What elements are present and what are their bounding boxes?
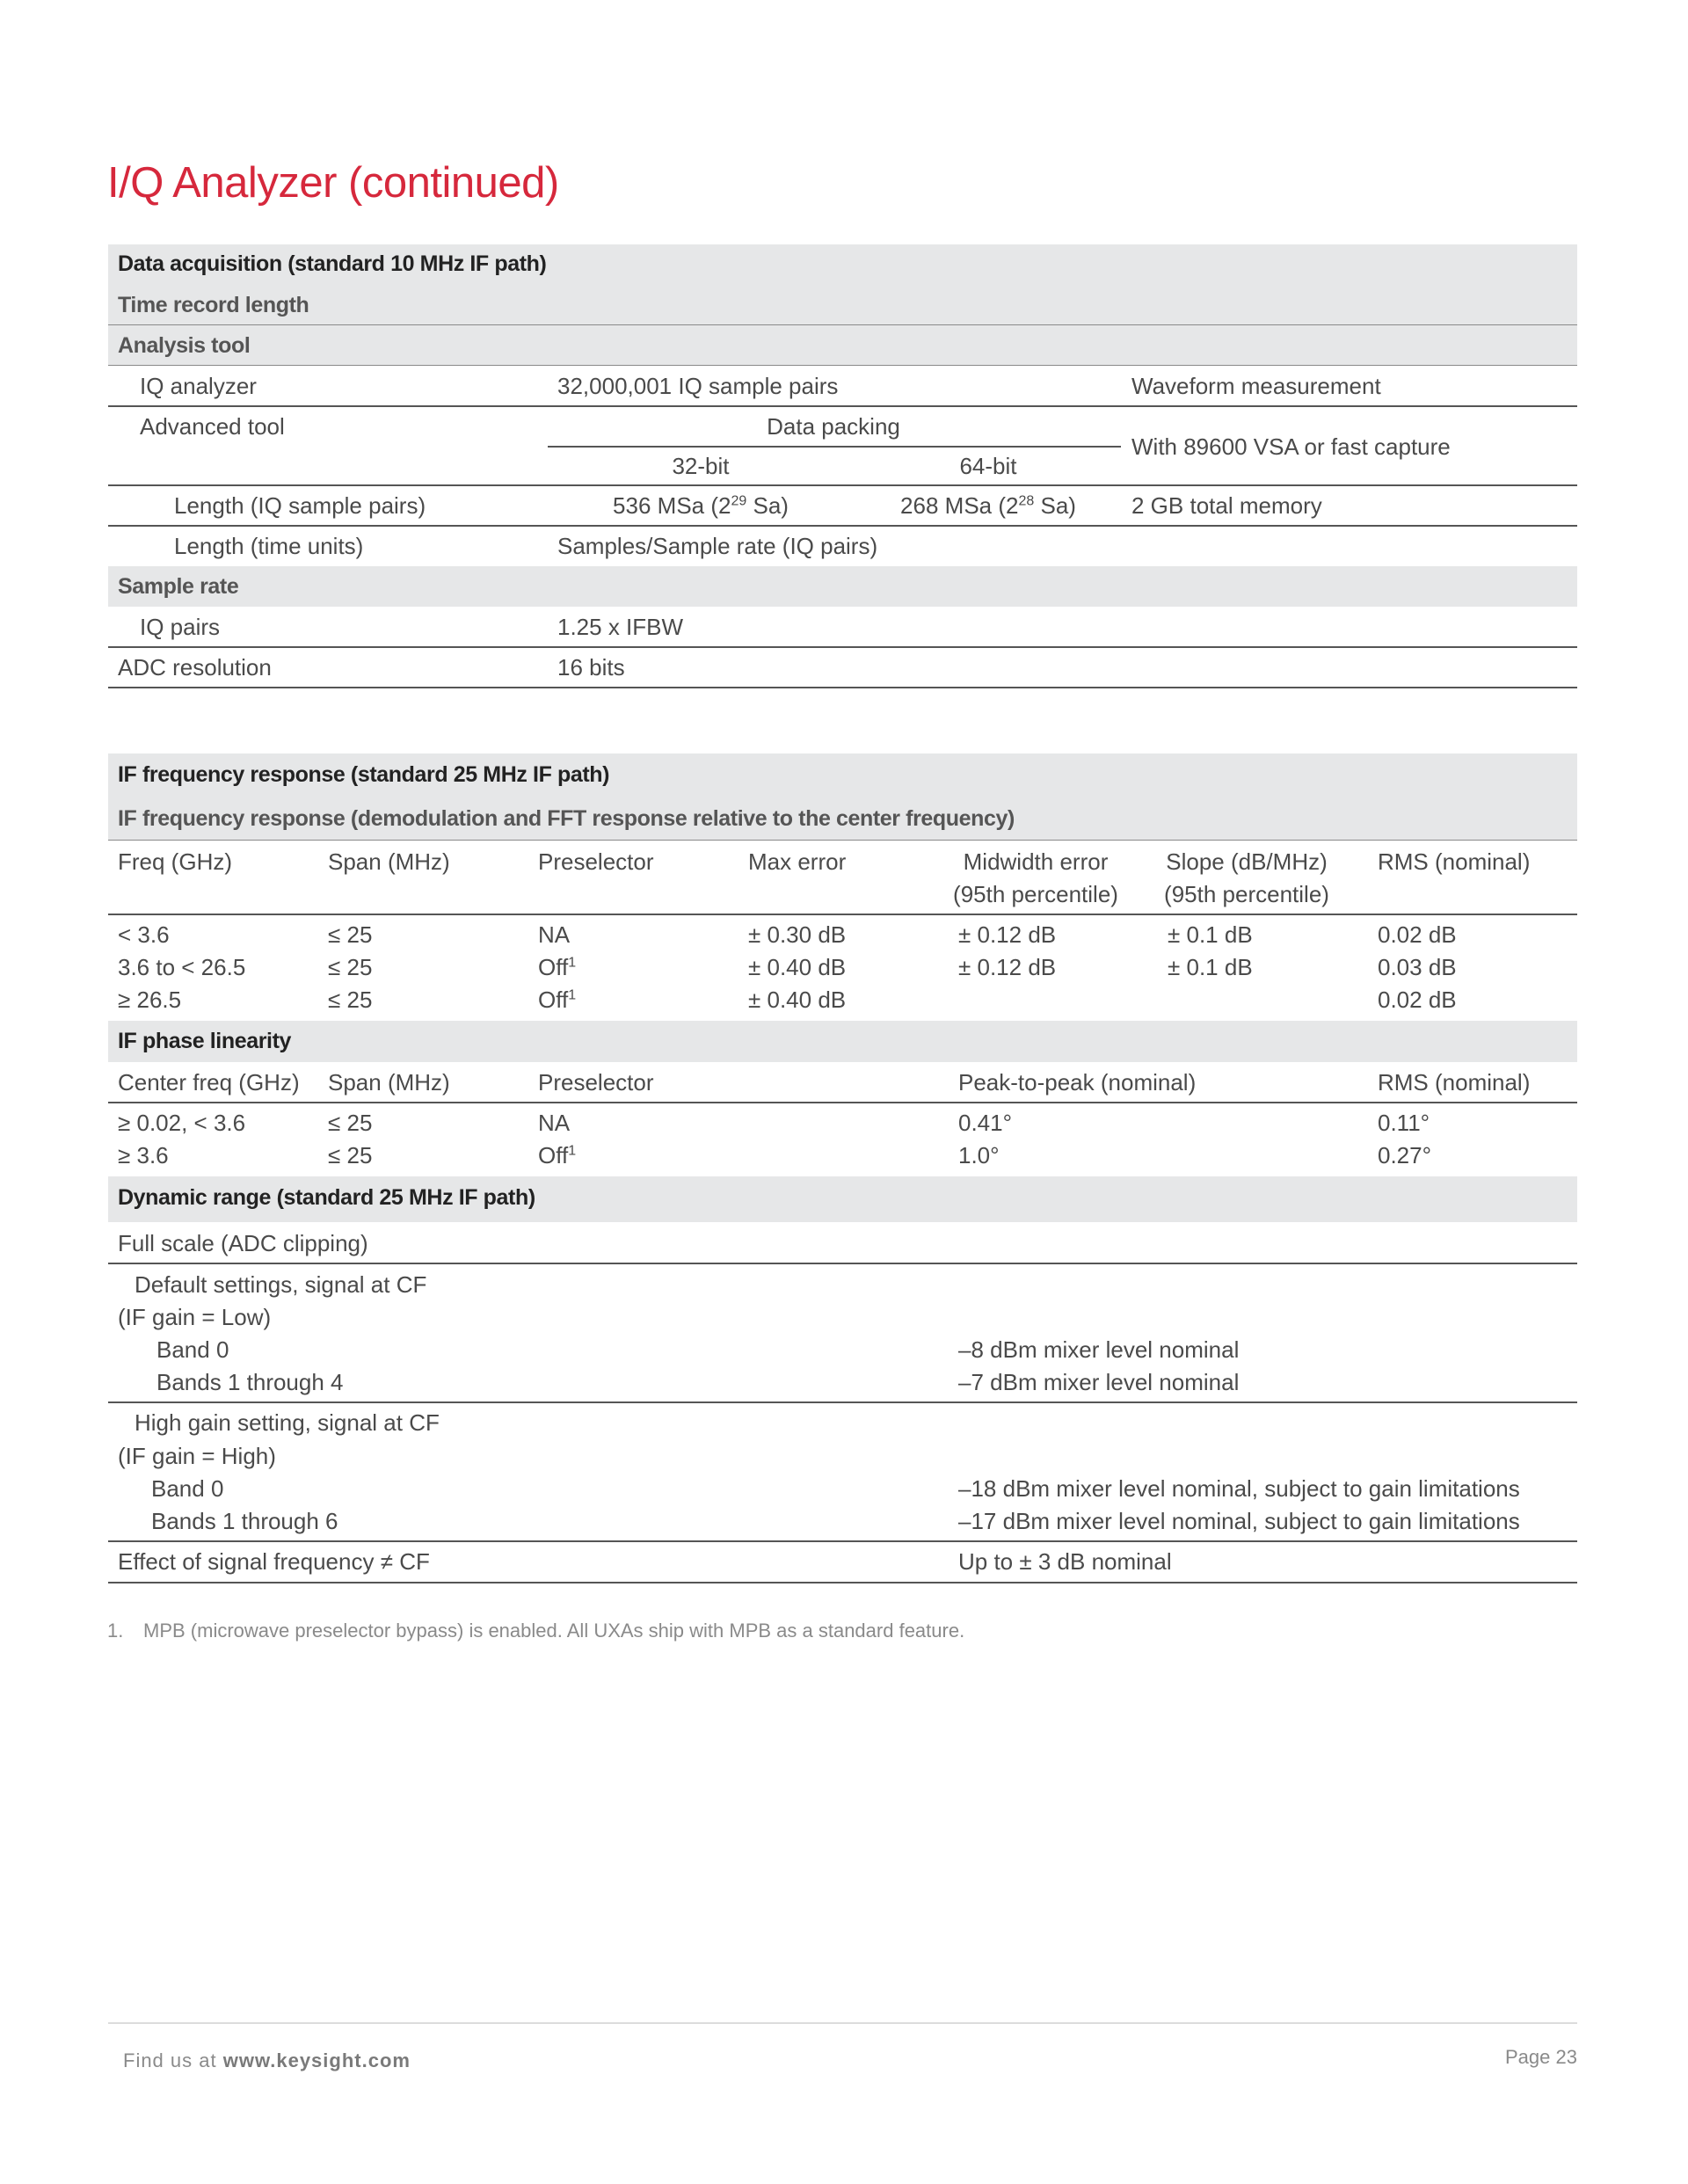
cell-rms: 0.27° bbox=[1378, 1142, 1432, 1168]
cell-max-error: ± 0.40 dB bbox=[748, 954, 847, 980]
col-header: Freq (GHz) bbox=[118, 848, 232, 875]
col-header: RMS (nominal) bbox=[1378, 848, 1531, 875]
cell-span: ≤ 25 bbox=[328, 954, 373, 980]
band0-value: –8 dBm mixer level nominal bbox=[958, 1336, 1240, 1363]
default-settings-sub: (IF gain = Low) bbox=[118, 1304, 272, 1330]
phase-linearity-header: IF phase linearity bbox=[118, 1029, 292, 1053]
col-header-line2: (95th percentile) bbox=[1164, 881, 1329, 907]
cell-preselector: Off$^1$ bbox=[538, 954, 577, 980]
divider bbox=[108, 1102, 1577, 1103]
footer-divider bbox=[108, 2022, 1577, 2024]
row-label: Length (IQ sample pairs) bbox=[174, 492, 426, 519]
cell-freq: ≥ 3.6 bbox=[118, 1142, 169, 1168]
page-title: I/Q Analyzer (continued) bbox=[107, 159, 559, 207]
cell-max-error: ± 0.30 dB bbox=[748, 921, 847, 948]
cell-max-error: ± 0.40 dB bbox=[748, 986, 847, 1013]
cell-freq: 3.6 to < 26.5 bbox=[118, 954, 246, 980]
row-value: 1.25 x IFBW bbox=[557, 614, 684, 640]
row-label: ADC resolution bbox=[118, 654, 272, 681]
footnote-text: MPB (microwave preselector bypass) is enabled. All UXAs ship with MPB as a standard feature. bbox=[143, 1620, 965, 1642]
bands-label: Bands 1 through 6 bbox=[151, 1508, 338, 1534]
row-value: 32,000,001 IQ sample pairs bbox=[557, 373, 839, 399]
row-value: 16 bits bbox=[557, 654, 625, 681]
cell-p2p: 0.41° bbox=[958, 1110, 1013, 1136]
divider bbox=[108, 1540, 1577, 1542]
bands-value: –7 dBm mixer level nominal bbox=[958, 1369, 1240, 1395]
divider bbox=[548, 446, 1121, 448]
col-32bit: 32-bit bbox=[672, 453, 730, 479]
cell-span: ≤ 25 bbox=[328, 1110, 373, 1136]
col-header: RMS (nominal) bbox=[1378, 1069, 1531, 1096]
col-header: Span (MHz) bbox=[328, 1069, 450, 1096]
page-number: Page 23 bbox=[1505, 2046, 1577, 2068]
effect-label: Effect of signal frequency ≠ CF bbox=[118, 1548, 430, 1575]
row-label: IQ analyzer bbox=[140, 373, 257, 399]
length-32bit: 536 MSa ($2^{29}$ Sa) bbox=[613, 492, 789, 519]
divider bbox=[108, 646, 1577, 648]
divider bbox=[108, 1401, 1577, 1403]
cell-midwidth: ± 0.12 dB bbox=[958, 954, 1057, 980]
band0-label: Band 0 bbox=[156, 1336, 229, 1363]
col-header-line2: (95th percentile) bbox=[953, 881, 1118, 907]
header-band bbox=[108, 566, 1577, 607]
col-header: Midwidth error bbox=[963, 848, 1109, 875]
cell-p2p: 1.0° bbox=[958, 1142, 1000, 1168]
row-label: Advanced tool bbox=[140, 413, 285, 440]
divider bbox=[108, 914, 1577, 915]
row-note: With 89600 VSA or fast capture bbox=[1131, 433, 1451, 460]
divider bbox=[108, 525, 1577, 527]
band0-label: Band 0 bbox=[151, 1475, 224, 1502]
cell-slope: ± 0.1 dB bbox=[1168, 921, 1253, 948]
cell-freq: ≥ 0.02, < 3.6 bbox=[118, 1110, 246, 1136]
divider bbox=[108, 1582, 1577, 1583]
band0-value: –18 dBm mixer level nominal, subject to gain limitations bbox=[958, 1475, 1520, 1502]
default-settings-label: Default settings, signal at CF bbox=[135, 1271, 427, 1298]
length-64bit: 268 MSa ($2^{28}$ Sa) bbox=[900, 492, 1076, 519]
cell-freq: ≥ 26.5 bbox=[118, 986, 182, 1013]
col-header: Peak-to-peak (nominal) bbox=[958, 1069, 1197, 1096]
subheader-sample-rate: Sample rate bbox=[118, 574, 239, 599]
bands-label: Bands 1 through 4 bbox=[156, 1369, 344, 1395]
cell-rms: 0.11° bbox=[1378, 1110, 1430, 1136]
col-header: Span (MHz) bbox=[328, 848, 450, 875]
high-gain-sub: (IF gain = High) bbox=[118, 1443, 276, 1469]
cell-freq: < 3.6 bbox=[118, 921, 170, 948]
data-packing-header: Data packing bbox=[767, 413, 900, 440]
cell-preselector: NA bbox=[538, 1110, 571, 1136]
cell-preselector: NA bbox=[538, 921, 571, 948]
row-label: Length (time units) bbox=[174, 533, 364, 559]
header-band bbox=[108, 1021, 1577, 1062]
footer-find-us: Find us at www.keysight.com bbox=[123, 2049, 411, 2071]
divider bbox=[108, 840, 1577, 841]
bands-value: –17 dBm mixer level nominal, subject to gain limitations bbox=[958, 1508, 1520, 1534]
footnote-number: 1. bbox=[107, 1620, 124, 1642]
high-gain-label: High gain setting, signal at CF bbox=[135, 1409, 440, 1436]
section-header: Data acquisition (standard 10 MHz IF path) bbox=[118, 251, 547, 276]
cell-rms: 0.03 dB bbox=[1378, 954, 1457, 980]
subheader-analysis-tool: Analysis tool bbox=[118, 333, 251, 358]
divider bbox=[108, 365, 1577, 366]
dynamic-range-header: Dynamic range (standard 25 MHz IF path) bbox=[118, 1185, 535, 1210]
cell-span: ≤ 25 bbox=[328, 921, 373, 948]
row-note: Waveform measurement bbox=[1131, 373, 1381, 399]
col-64bit: 64-bit bbox=[959, 453, 1017, 479]
cell-span: ≤ 25 bbox=[328, 986, 373, 1013]
cell-preselector: Off$^1$ bbox=[538, 986, 577, 1013]
divider bbox=[108, 1263, 1577, 1264]
subheader: IF frequency response (demodulation and FFT response relative to the center frequency) bbox=[118, 806, 1015, 831]
cell-preselector: Off$^1$ bbox=[538, 1142, 577, 1168]
divider bbox=[108, 324, 1577, 325]
col-header: Preselector bbox=[538, 1069, 654, 1096]
row-label: IQ pairs bbox=[140, 614, 221, 640]
cell-rms: 0.02 dB bbox=[1378, 986, 1457, 1013]
divider bbox=[108, 405, 1577, 407]
row-note: 2 GB total memory bbox=[1131, 492, 1322, 519]
footer-link[interactable]: www.keysight.com bbox=[222, 2049, 411, 2071]
cell-midwidth: ± 0.12 dB bbox=[958, 921, 1057, 948]
col-header: Max error bbox=[748, 848, 847, 875]
row-value: Samples/Sample rate (IQ pairs) bbox=[557, 533, 878, 559]
col-header: Preselector bbox=[538, 848, 654, 875]
cell-slope: ± 0.1 dB bbox=[1168, 954, 1253, 980]
cell-rms: 0.02 dB bbox=[1378, 921, 1457, 948]
col-header: Slope (dB/MHz) bbox=[1166, 848, 1328, 875]
subheader-time-record: Time record length bbox=[118, 293, 309, 317]
cell-span: ≤ 25 bbox=[328, 1142, 373, 1168]
full-scale-label: Full scale (ADC clipping) bbox=[118, 1230, 368, 1256]
col-header: Center freq (GHz) bbox=[118, 1069, 300, 1096]
effect-value: Up to ± 3 dB nominal bbox=[958, 1548, 1172, 1575]
divider bbox=[108, 687, 1577, 688]
divider bbox=[108, 484, 1577, 486]
section-header: IF frequency response (standard 25 MHz IF path) bbox=[118, 762, 610, 787]
